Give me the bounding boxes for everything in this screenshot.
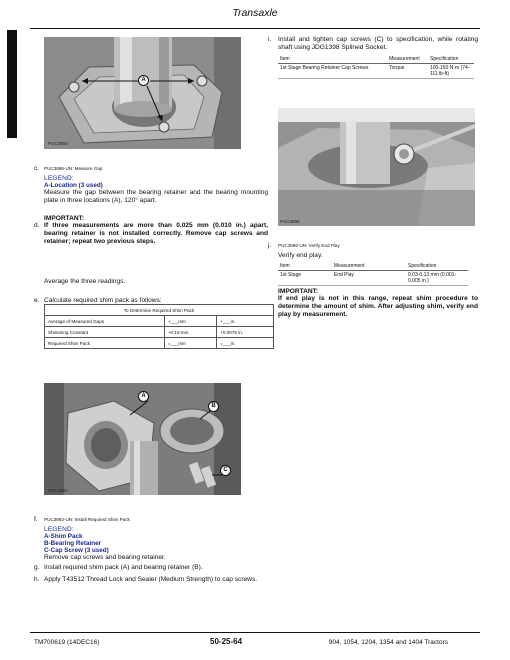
table-header: Item: [278, 262, 332, 271]
photo-code: PUC3896: [280, 219, 300, 224]
table-cell: Average of Measured Gaps: [45, 316, 165, 327]
callout-b: B: [208, 401, 219, 412]
step-j: [268, 234, 478, 286]
legend-item: C-Cap Screw (3 used): [44, 547, 109, 554]
table-row: [45, 316, 274, 327]
photo-verify-end-play: [278, 108, 475, 226]
step-text: Measure the gap between the bearing retainer and the bearing mounting plate in three locations (A), 120° apart.: [44, 189, 268, 205]
important-text: If end play is not in this range, repeat shim procedure to determine the amount of shim. After adjusting shim, verify end play by measurement.: [278, 295, 478, 319]
table-header: Specification: [406, 262, 468, 271]
step-h: [34, 576, 268, 584]
table-row: [278, 64, 474, 79]
table-cell: +0.0075 in.: [217, 327, 274, 338]
figure-caption: PUC3896-UN: Measure Gap: [44, 166, 103, 171]
step-letter: h.: [34, 576, 40, 583]
step-letter: e.: [34, 297, 40, 304]
step-letter: g.: [34, 564, 40, 571]
table-cell: +___mm: [164, 316, 216, 327]
photo-code: PUC3893: [48, 141, 68, 146]
table-cell: =___in.: [217, 338, 274, 349]
important-title: IMPORTANT:: [278, 288, 319, 295]
step-text: Calculate required shim pack as follows:: [44, 297, 162, 304]
legend-item: A-Location (3 used): [44, 182, 103, 189]
table-cell: +___in.: [217, 316, 274, 327]
table-header: Item: [278, 55, 387, 64]
table-cell: End Play: [332, 271, 406, 286]
model-list: 904, 1054, 1204, 1354 and 1404 Tractors: [328, 639, 448, 646]
important-title: IMPORTANT:: [44, 215, 85, 222]
step-c: [34, 157, 268, 205]
table-title: To Determine Required Shim Pack: [45, 305, 274, 316]
step-letter: c.: [34, 165, 40, 172]
legend-item: B-Bearing Retainer: [44, 540, 102, 547]
photo-code: PUC3892: [48, 488, 68, 493]
bearing-retainer-illustration: [44, 37, 241, 149]
page-title: Transaxle: [232, 7, 278, 19]
important-note-left: [34, 215, 268, 247]
step-g: [34, 564, 268, 572]
table-row: [278, 271, 468, 286]
table-header-row: [278, 55, 474, 64]
shim-pack-table: [44, 304, 274, 349]
dial-indicator-illustration: [278, 108, 475, 226]
page-number: 50-25-64: [210, 637, 243, 646]
table-row: [45, 327, 274, 338]
callout-c: C: [220, 465, 231, 476]
step-letter: i.: [268, 36, 272, 43]
table-header-row: [278, 262, 468, 271]
figure-caption: PUC3893-UN: Install Required Shim Pack: [44, 517, 130, 522]
step-f: [34, 508, 268, 562]
step-letter: j.: [268, 242, 272, 249]
callout-a: A: [138, 75, 149, 86]
legend-title: LEGEND:: [44, 175, 74, 182]
table-cell: Shimming Constant: [45, 327, 165, 338]
step-letter: f.: [34, 516, 38, 523]
table-header: Measurement: [387, 55, 428, 64]
photo-measure-gap: [44, 37, 241, 149]
section-tab-bar: [7, 30, 17, 138]
step-i: [268, 36, 478, 79]
average-text: Average the three readings.: [44, 278, 126, 285]
legend-title: LEGEND:: [44, 526, 74, 533]
torque-spec-table: [278, 55, 474, 79]
footer-rule: [30, 632, 480, 633]
table-cell: +0.19 mm: [164, 327, 216, 338]
important-note-right: [278, 288, 478, 320]
table-cell: Required Shim Pack: [45, 338, 165, 349]
table-cell: =___mm: [164, 338, 216, 349]
important-text: If three measurements are more than 0.025 mm (0.010 in.) apart, bearing retainer is not installed correctly. Remove cap screws and retainer; repeat two previous steps.: [44, 222, 268, 246]
step-text: Install and tighten cap screws (C) to specification, while rotating shaft using JDG1398 Splined Socket.: [278, 36, 478, 52]
callout-a: A: [138, 391, 149, 402]
header-rule: [30, 28, 480, 29]
step-letter: d.: [34, 222, 40, 229]
photo-install-shim: [44, 383, 241, 495]
step-text: Verify end play.: [278, 252, 323, 259]
step-text: Remove cap screws and bearing retainer.: [44, 554, 166, 561]
table-cell: 1st Stage: [278, 271, 332, 286]
table-cell: 1st Stage Bearing Retainer Cap Screws: [278, 64, 387, 79]
step-text: Install required shim pack (A) and bearing retainer (B).: [44, 564, 203, 571]
table-header: Measurement: [332, 262, 406, 271]
step-text: Apply T43512 Thread Lock and Sealer (Medium Strength) to cap screws.: [44, 576, 258, 583]
manual-id: TM700619 (14DEC16): [34, 639, 100, 646]
table-cell: Torque: [387, 64, 428, 79]
table-cell: 0.03-0.13 mm (0.001-0.005 in.): [406, 271, 468, 286]
figure-caption: PUC3896-UN: Verify End Play: [278, 243, 340, 248]
table-header: Specification: [428, 55, 474, 64]
end-play-spec-table: [278, 262, 468, 286]
table-cell: 100-150 N·m (74-111 lb-ft): [428, 64, 474, 79]
legend-item: A-Shim Pack: [44, 533, 83, 540]
table-row: [45, 338, 274, 349]
